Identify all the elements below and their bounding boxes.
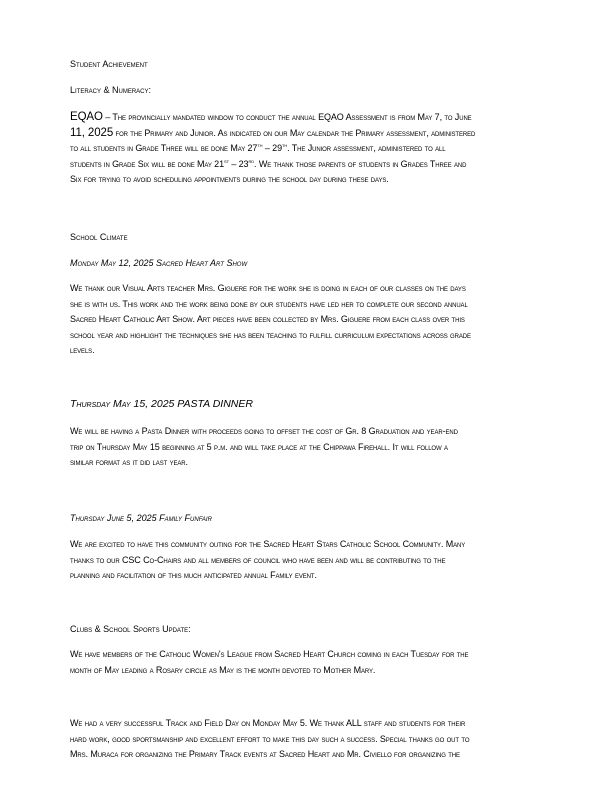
eqao-paragraph [70, 110, 548, 188]
paragraph-line: Sacred Heart Catholic Art Show. Art pieces have been collected by Mrs. Giguere from each class over this [70, 314, 465, 325]
paragraph-line: similar format as it did last year. [70, 457, 188, 468]
superscript: rd [248, 158, 255, 165]
section-heading-school-climate: School Climate [70, 232, 128, 242]
superscript: th [257, 143, 263, 150]
eqao-date: 11, 2025 [70, 126, 114, 139]
paragraph-line: Mrs. Muraca for organizing the Primary Track events at Sacred Heart and Mr. Civiello for organizing the [70, 749, 460, 760]
track-field-paragraph [70, 716, 548, 763]
eqao-lead: EQAO [70, 111, 103, 123]
eqao-line-1: – The provincially mandated window to conduct the annual EQAO Assessment is from May 7, to June [102, 112, 472, 122]
eqao-line-3b: – 29 [262, 143, 282, 154]
paragraph-line: planning and facilitation of this much anticipated annual Family event. [70, 570, 317, 581]
art-show-title: Monday May 12, 2025 Sacred Heart Art Show [70, 258, 248, 268]
subheading-literacy-numeracy: Literacy & Numeracy: [70, 85, 152, 95]
family-funfair-paragraph [70, 537, 548, 584]
family-funfair-title: Thursday June 5, 2025 Family Funfair [70, 513, 212, 523]
section-heading-clubs-sports: Clubs & School Sports Update: [70, 624, 191, 634]
cwl-paragraph [70, 647, 548, 678]
paragraph-line: We thank our Visual Arts teacher Mrs. Giguere for the work she is doing in each of our classes on the days [70, 283, 466, 293]
superscript: st [224, 158, 229, 165]
eqao-line-4a: students in Grade Six will be done May 21 [70, 158, 224, 169]
paragraph-line: We had a very successful Track and Field Day on Monday May 5. We thank ALL staff and students for their [70, 718, 466, 728]
art-show-paragraph [70, 281, 548, 359]
section-heading-student-achievement: Student Achievement [70, 59, 148, 69]
superscript: th [282, 143, 288, 150]
paragraph-line: We will be having a Pasta Dinner with proceeds going to offset the cost of Gr. 8 Graduation and year-end [70, 426, 458, 436]
eqao-line-4b: – 23 [228, 158, 249, 169]
paragraph-line: month of May leading a Rosary circle as May is the month devoted to Mother Mary. [70, 664, 376, 675]
eqao-line-3c: . The Junior assessment, administered to all [287, 143, 446, 154]
eqao-line-3a: to all students in Grade Three will be done May 27 [70, 143, 258, 154]
paragraph-line: hard work, good sportsmanship and excellent effort to make this day such a success. Special thanks go out to [70, 733, 470, 744]
paragraph-line: school year and highlight the techniques she has been teaching to fulfill curriculum expectations across grade [70, 329, 471, 340]
paragraph-line: levels. [70, 345, 95, 356]
paragraph-line: thanks to our CSC Co-Chairs and all members of council who have been and will be contributing to the [70, 554, 446, 565]
paragraph-line: trip on Thursday May 15 beginning at 5 p.m. and will take place at the Chippawa Firehall. It will follow a [70, 441, 448, 452]
paragraph-line: she is with us. This work and the work being done by our students have led her to complete our second annual [70, 298, 468, 309]
eqao-line-4c: . We thank those parents of students in Grades Three and [254, 158, 467, 169]
pasta-dinner-paragraph [70, 424, 548, 471]
paragraph-line: We are excited to have this community outing for the Sacred Heart Stars Catholic School Community. Many [70, 539, 466, 549]
eqao-line-5: Six for trying to avoid scheduling appointments during the school day during these days. [70, 174, 389, 185]
eqao-line-2: for the Primary and Junior. As indicated on our May calendar the Primary assessment, administered [113, 127, 476, 138]
paragraph-line: We have members of the Catholic Women's League from Sacred Heart Church coming in each Tuesday for the [70, 649, 469, 659]
pasta-dinner-title: Thursday May 15, 2025 PASTA DINNER [70, 398, 253, 410]
